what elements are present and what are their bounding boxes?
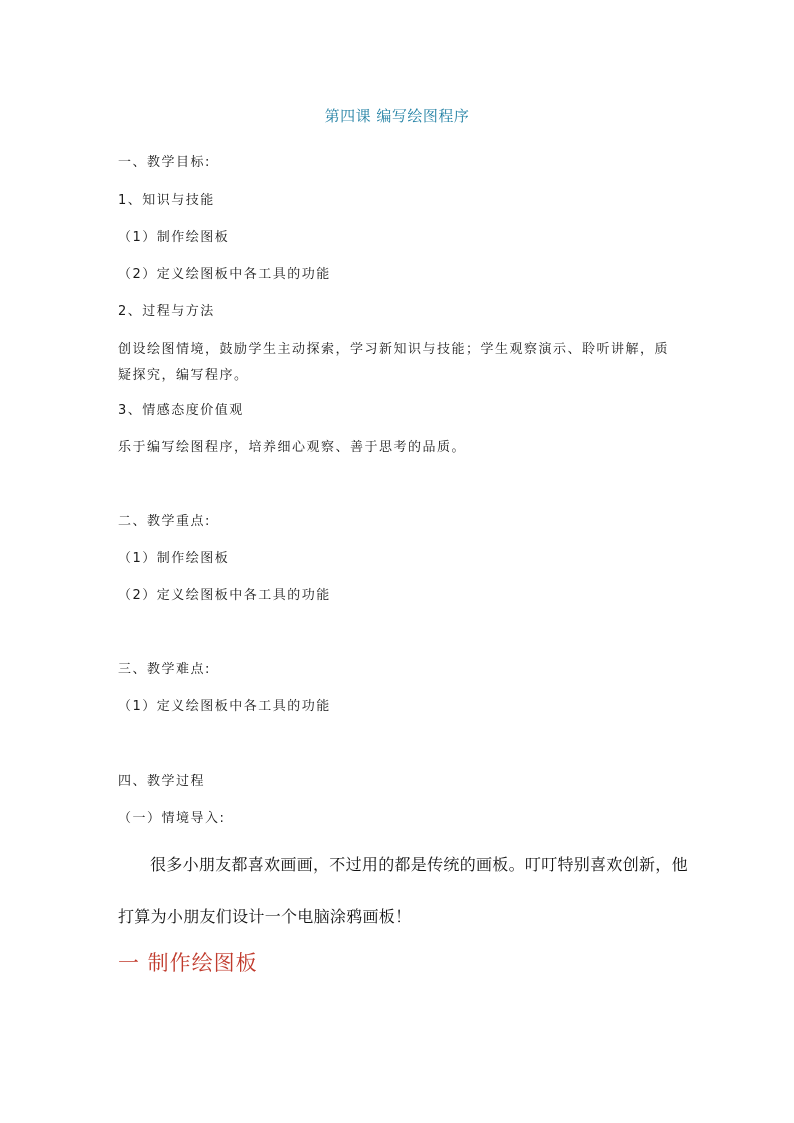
process-heading: 四、教学过程	[118, 774, 206, 789]
key-point-item-1: （1）制作绘图板	[118, 551, 230, 566]
knowledge-item-1: （1）制作绘图板	[118, 230, 230, 245]
difficulties-heading: 三、教学难点:	[118, 662, 211, 677]
difficulty-item-1: （1）定义绘图板中各工具的功能	[118, 699, 331, 714]
key-point-item-2: （2）定义绘图板中各工具的功能	[118, 588, 331, 603]
objectives-heading: 一、教学目标:	[118, 155, 211, 170]
attitude-values-text: 乐于编写绘图程序，培养细心观察、善于思考的品质。	[118, 440, 467, 455]
scenario-intro-heading: （一）情境导入:	[118, 811, 226, 826]
process-methods-text: 创设绘图情境，鼓励学生主动探索，学习新知识与技能；学生观察演示、聆听讲解，质疑探究，编写程序。	[118, 342, 670, 383]
knowledge-item-2: （2）定义绘图板中各工具的功能	[118, 267, 331, 282]
lesson-title: 第四课 编写绘图程序	[324, 107, 470, 125]
section-title-make-drawing-board: 一 制作绘图板	[118, 951, 258, 975]
attitude-values-heading: 3、情感态度价值观	[118, 403, 244, 418]
process-methods-heading: 2、过程与方法	[118, 304, 215, 319]
key-points-heading: 二、教学重点:	[118, 514, 211, 529]
scenario-story-text: 很多小朋友都喜欢画画，不过用的都是传统的画板。叮叮特别喜欢创新，他打算为小朋友们设计一个电脑涂鸦画板！	[118, 855, 688, 926]
knowledge-skills-heading: 1、知识与技能	[118, 193, 215, 208]
